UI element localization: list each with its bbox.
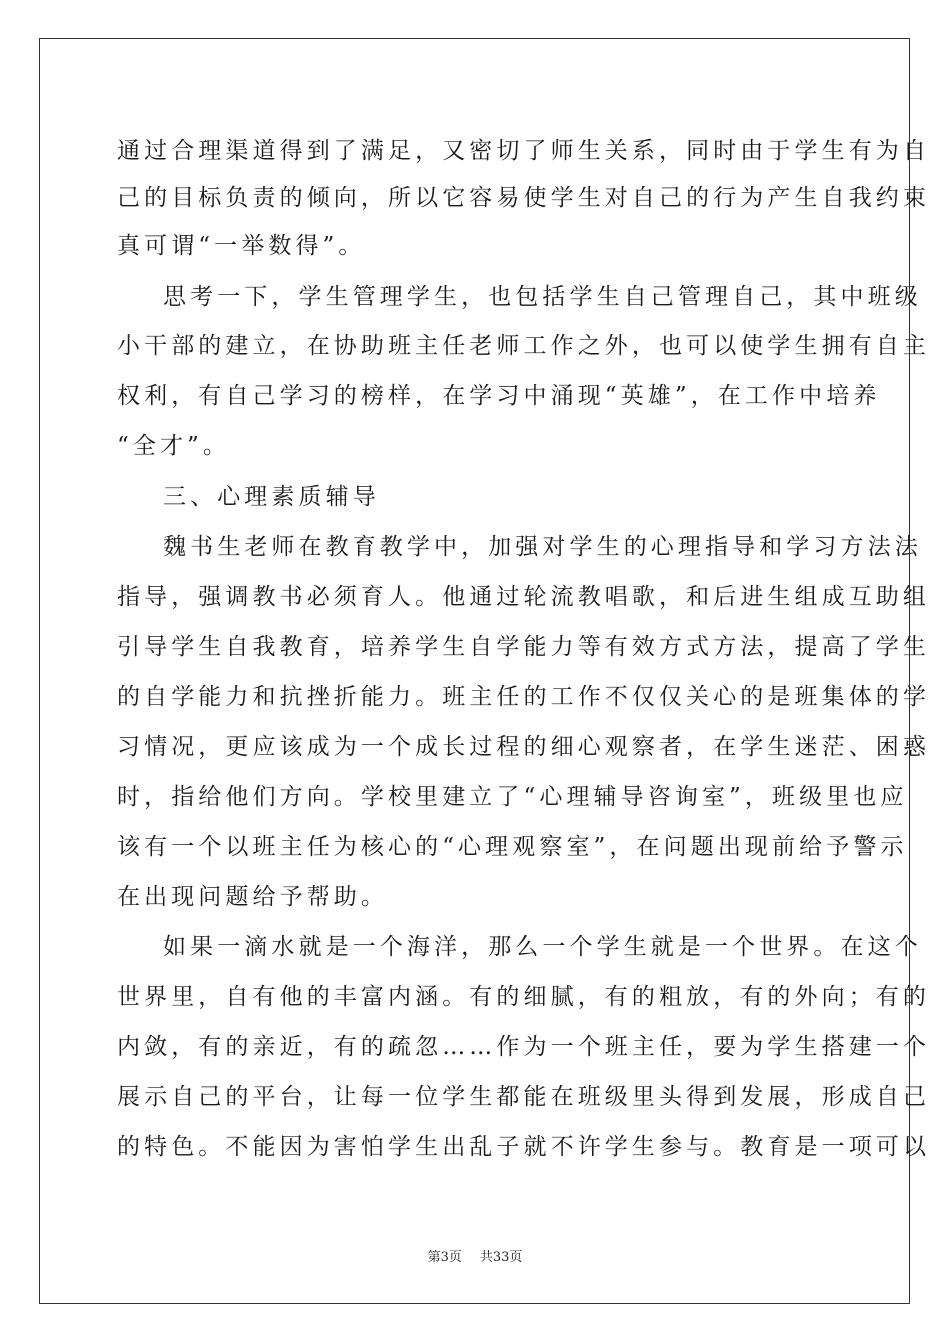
text-line: 在出现问题给予帮助。 (117, 884, 388, 910)
text-line: “全才”。 (117, 433, 231, 459)
text-line: 内敛，有的亲近，有的疏忽……作为一个班主任，要为学生搭建一个 (117, 1034, 930, 1060)
text-line: 小干部的建立，在协助班主任老师工作之外，也可以使学生拥有自主 (117, 333, 930, 359)
text-line: 时，指给他们方向。学校里建立了“心理辅导咨询室”，班级里也应 (117, 784, 908, 810)
section-heading: 三、心理素质辅导 (163, 484, 380, 510)
text-line: 世界里，自有他的丰富内涵。有的细腻，有的粗放，有的外向；有的 (117, 984, 930, 1010)
text-line: 通过合理渠道得到了满足，又密切了师生关系，同时由于学生有为自 (117, 138, 930, 164)
paragraph-start-line: 思考一下，学生管理学生，也包括学生自己管理自己，其中班级 (163, 284, 922, 310)
page-number: 第3页 (427, 1250, 462, 1265)
paragraph-start-line: 魏书生老师在教育教学中，加强对学生的心理指导和学习方法法 (163, 534, 922, 560)
text-line: 指导，强调教书必须育人。他通过轮流教唱歌，和后进生组成互助组 (117, 584, 930, 610)
text-line: 真可谓“一举数得”。 (117, 233, 366, 259)
text-line: 的特色。不能因为害怕学生出乱子就不许学生参与。教育是一项可以 (117, 1134, 930, 1160)
text-line: 习情况，更应该成为一个成长过程的细心观察者，在学生迷茫、困惑 (117, 734, 930, 760)
text-line: 该有一个以班主任为核心的“心理观察室”，在问题出现前给予警示 (117, 834, 908, 860)
text-line: 权利，有自己学习的榜样，在学习中涌现“英雄”，在工作中培养 (117, 383, 881, 409)
text-line: 引导学生自我教育，培养学生自学能力等有效方式方法，提高了学生 (117, 634, 930, 660)
text-line: 展示自己的平台，让每一位学生都能在班级里头得到发展，形成自己 (117, 1084, 930, 1110)
page-footer (0, 1246, 950, 1265)
paragraph-start-line: 如果一滴水就是一个海洋，那么一个学生就是一个世界。在这个 (163, 934, 922, 960)
text-line: 己的目标负责的倾向，所以它容易使学生对自己的行为产生自我约束 (117, 185, 930, 211)
page-total: 共33页 (479, 1250, 523, 1265)
text-line: 的自学能力和抗挫折能力。班主任的工作不仅仅关心的是班集体的学 (117, 684, 930, 710)
